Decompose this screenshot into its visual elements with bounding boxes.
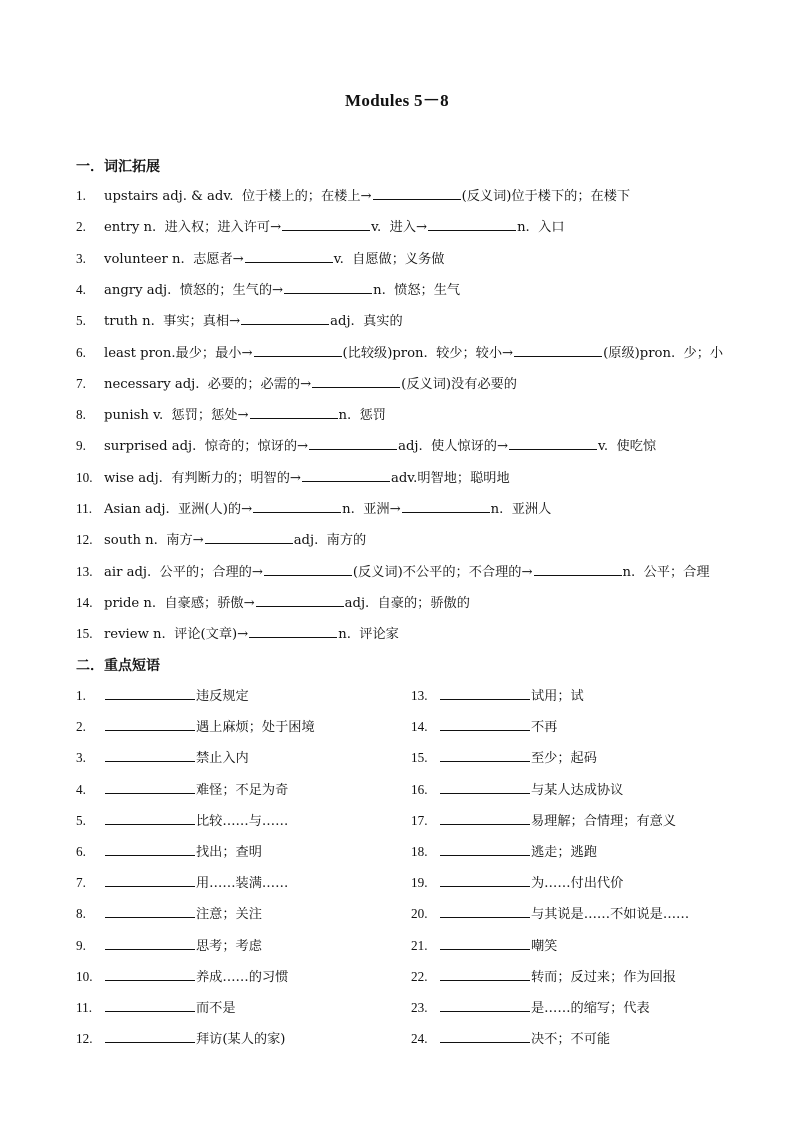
item-text: v. 使吃惊: [598, 439, 657, 455]
item-text: least pron.最少；最小→: [104, 345, 253, 361]
item-number: 3.: [76, 250, 86, 266]
answer-blank[interactable]: [440, 998, 530, 1012]
vocab-item: [76, 530, 366, 550]
answer-blank[interactable]: [264, 562, 352, 576]
phrase-meaning: 而不是: [196, 1001, 236, 1016]
item-number: 8.: [76, 906, 86, 922]
answer-blank[interactable]: [105, 904, 195, 918]
item-number: 7.: [76, 875, 86, 891]
answer-blank[interactable]: [105, 717, 195, 731]
item-number: 15.: [76, 626, 93, 642]
phrase-meaning: 思考；考虑: [196, 938, 262, 954]
phrase-item: [76, 717, 315, 737]
phrase-meaning: 至少；起码: [531, 751, 597, 767]
item-number: 9.: [76, 937, 86, 953]
item-text: surprised adj. 惊奇的；惊讶的→: [104, 439, 309, 455]
item-number: 22.: [411, 968, 428, 984]
phrase-meaning: 违反规定: [196, 689, 249, 704]
item-text: (反义词)没有必要的: [401, 376, 517, 392]
phrase-item: [411, 873, 623, 893]
answer-blank[interactable]: [250, 405, 338, 419]
phrase-item: [76, 998, 236, 1018]
answer-blank[interactable]: [440, 967, 530, 981]
item-number: 5.: [76, 313, 86, 329]
phrase-meaning: 找出；查明: [196, 845, 262, 860]
item-text: n. 惩罚: [338, 408, 386, 424]
vocab-item: [76, 562, 710, 582]
vocab-item: [76, 405, 386, 425]
item-number: 4.: [76, 781, 86, 797]
item-number: 11.: [76, 501, 92, 516]
phrase-meaning: 比较……与……: [196, 813, 289, 829]
answer-blank[interactable]: [241, 311, 329, 325]
item-text: review n. 评论(文章)→: [104, 627, 249, 643]
answer-blank[interactable]: [105, 842, 195, 856]
vocab-item: [76, 343, 723, 363]
answer-blank[interactable]: [105, 1029, 195, 1043]
vocab-item: [76, 593, 470, 613]
vocab-item: [76, 499, 551, 519]
item-number: 7.: [76, 375, 86, 391]
item-number: 18.: [411, 844, 428, 859]
answer-blank[interactable]: [254, 343, 342, 357]
answer-blank[interactable]: [440, 780, 530, 794]
phrase-meaning: 用……装满……: [196, 876, 289, 892]
answer-blank[interactable]: [514, 343, 602, 357]
item-text: wise adj. 有判断力的；明智的→: [104, 470, 301, 486]
item-number: 4.: [76, 281, 86, 297]
answer-blank[interactable]: [509, 436, 597, 450]
item-number: 9.: [76, 438, 86, 454]
item-number: 11.: [76, 1000, 92, 1015]
answer-blank[interactable]: [440, 717, 530, 731]
item-number: 13.: [411, 688, 428, 703]
item-text: n. 愤怒；生气: [373, 282, 461, 298]
answer-blank[interactable]: [105, 780, 195, 794]
item-number: 2.: [76, 719, 86, 735]
item-text: adj. 使人惊讶的→: [398, 439, 509, 455]
phrase-item: [76, 748, 249, 768]
phrase-meaning: 试用；试: [531, 689, 584, 704]
item-number: 1.: [76, 688, 86, 703]
item-number: 24.: [411, 1031, 428, 1047]
answer-blank[interactable]: [373, 186, 461, 200]
phrase-item: [411, 998, 650, 1018]
item-text: v. 进入→: [371, 220, 428, 236]
item-number: 3.: [76, 750, 86, 766]
phrase-item: [411, 936, 557, 956]
phrase-item: [411, 1029, 610, 1049]
item-number: 16.: [411, 781, 428, 797]
item-text: adj. 自豪的；骄傲的: [344, 595, 470, 611]
item-number: 1.: [76, 188, 86, 203]
answer-blank[interactable]: [105, 936, 195, 950]
item-number: 6.: [76, 844, 86, 859]
phrase-meaning: 是……的缩写；代表: [531, 1001, 650, 1016]
answer-blank[interactable]: [284, 280, 372, 294]
vocab-item: [76, 374, 517, 394]
answer-blank[interactable]: [440, 904, 530, 918]
item-text: n. 入口: [517, 220, 565, 236]
item-text: (原级)pron. 少；小: [603, 345, 724, 361]
phrase-item: [76, 780, 288, 800]
item-text: adv.明智地；聪明地: [390, 470, 510, 486]
answer-blank[interactable]: [105, 998, 195, 1012]
item-number: 14.: [411, 719, 428, 735]
item-text: n. 公平；合理: [622, 564, 710, 580]
vocab-item: [76, 468, 510, 488]
item-number: 10.: [76, 469, 93, 485]
answer-blank[interactable]: [245, 249, 333, 263]
phrase-item: [411, 904, 689, 924]
item-number: 12.: [76, 1031, 93, 1047]
phrase-item: [76, 811, 288, 831]
phrase-meaning: 逃走；逃跑: [531, 845, 597, 860]
vocab-item: [76, 624, 399, 644]
item-number: 5.: [76, 812, 86, 828]
answer-blank[interactable]: [249, 624, 337, 638]
answer-blank[interactable]: [440, 936, 530, 950]
phrase-item: [76, 967, 288, 987]
item-text: adj. 真实的: [330, 314, 403, 330]
phrase-item: [411, 811, 676, 831]
phrase-item: [76, 686, 249, 706]
item-text: pride n. 自豪感；骄傲→: [104, 595, 255, 611]
item-text: (反义词)位于楼下的；在楼下: [461, 189, 631, 204]
item-text: air adj. 公平的；合理的→: [104, 564, 263, 580]
item-number: 6.: [76, 344, 86, 360]
phrase-item: [411, 780, 623, 800]
phrase-meaning: 转而；反过来；作为回报: [531, 969, 677, 985]
phrase-meaning: 决不；不可能: [531, 1032, 611, 1048]
item-number: 17.: [411, 812, 428, 828]
phrase-meaning: 禁止入内: [196, 751, 249, 767]
phrase-item: [411, 748, 597, 768]
answer-blank[interactable]: [440, 748, 530, 762]
item-text: n. 亚洲→: [342, 502, 401, 517]
item-number: 21.: [411, 937, 428, 953]
answer-blank[interactable]: [440, 842, 530, 856]
item-number: 23.: [411, 1000, 428, 1015]
answer-blank[interactable]: [302, 468, 390, 482]
item-text: south n. 南方→: [104, 533, 204, 549]
answer-blank[interactable]: [428, 217, 516, 231]
phrase-meaning: 养成……的习惯: [196, 969, 289, 985]
phrase-item: [411, 842, 597, 862]
item-number: 13.: [76, 563, 93, 579]
item-text: entry n. 进入权；进入许可→: [104, 220, 282, 236]
vocab-item: [76, 436, 656, 456]
answer-blank[interactable]: [312, 374, 400, 388]
phrase-meaning: 难怪；不足为奇: [196, 782, 289, 798]
phrase-item: [76, 936, 262, 956]
item-number: 2.: [76, 219, 86, 235]
item-text: angry adj. 愤怒的；生气的→: [104, 282, 284, 298]
phrase-item: [76, 842, 262, 862]
item-number: 10.: [76, 968, 93, 984]
phrase-meaning: 与某人达成协议: [531, 782, 624, 798]
phrase-meaning: 遇上麻烦；处于困境: [196, 720, 315, 736]
page-title: Modules 5－8: [345, 91, 449, 110]
vocab-item: [76, 217, 565, 237]
item-text: (比较级)pron. 较少；较小→: [342, 345, 514, 361]
answer-blank[interactable]: [282, 217, 370, 231]
item-number: 8.: [76, 407, 86, 423]
answer-blank[interactable]: [253, 499, 341, 513]
phrase-item: [76, 1029, 285, 1049]
vocab-item: [76, 186, 630, 206]
phrase-meaning: 为……付出代价: [531, 876, 624, 892]
phrase-item: [411, 717, 557, 737]
item-text: necessary adj. 必要的；必需的→: [104, 376, 312, 392]
item-text: adj. 南方的: [293, 533, 367, 549]
item-text: n. 评论家: [338, 627, 399, 643]
item-number: 12.: [76, 532, 93, 548]
phrase-item: [76, 873, 288, 893]
item-text: n. 亚洲人: [490, 502, 552, 517]
phrase-meaning: 嘲笑: [531, 938, 558, 954]
answer-blank[interactable]: [105, 967, 195, 981]
phrase-item: [76, 904, 262, 924]
phrase-item: [411, 967, 676, 987]
phrase-meaning: 易理解；合情理；有意义: [531, 813, 677, 829]
item-number: 20.: [411, 906, 428, 922]
answer-blank[interactable]: [105, 748, 195, 762]
answer-blank[interactable]: [105, 811, 195, 825]
answer-blank[interactable]: [440, 686, 530, 700]
item-text: punish v. 惩罚；惩处→: [104, 408, 249, 424]
item-number: 14.: [76, 594, 93, 610]
answer-blank[interactable]: [440, 1029, 530, 1043]
item-number: 15.: [411, 750, 428, 766]
section2-heading: 二．重点短语: [76, 658, 160, 674]
item-text: volunteer n. 志愿者→: [104, 251, 244, 267]
answer-blank[interactable]: [309, 436, 397, 450]
item-text: upstairs adj. & adv. 位于楼上的；在楼上→: [104, 189, 372, 204]
vocab-item: [76, 311, 403, 331]
answer-blank[interactable]: [440, 873, 530, 887]
phrase-meaning: 不再: [531, 720, 558, 736]
item-text: v. 自愿做；义务做: [333, 251, 445, 267]
item-number: 19.: [411, 875, 428, 891]
answer-blank[interactable]: [105, 873, 195, 887]
answer-blank[interactable]: [402, 499, 490, 513]
answer-blank[interactable]: [105, 686, 195, 700]
answer-blank[interactable]: [205, 530, 293, 544]
phrase-item: [411, 686, 584, 706]
vocab-item: [76, 280, 460, 300]
answer-blank[interactable]: [534, 562, 622, 576]
item-text: Asian adj. 亚洲(人)的→: [104, 502, 253, 517]
phrase-meaning: 注意；关注: [196, 907, 262, 923]
phrase-meaning: 与其说是……不如说是……: [531, 907, 690, 923]
phrase-meaning: 拜访(某人的家): [196, 1032, 286, 1048]
item-text: (反义词)不公平的；不合理的→: [352, 564, 533, 580]
answer-blank[interactable]: [440, 811, 530, 825]
section1-heading: 一．词汇拓展: [76, 159, 160, 175]
answer-blank[interactable]: [256, 593, 344, 607]
vocab-item: [76, 249, 444, 269]
item-text: truth n. 事实；真相→: [104, 314, 241, 330]
